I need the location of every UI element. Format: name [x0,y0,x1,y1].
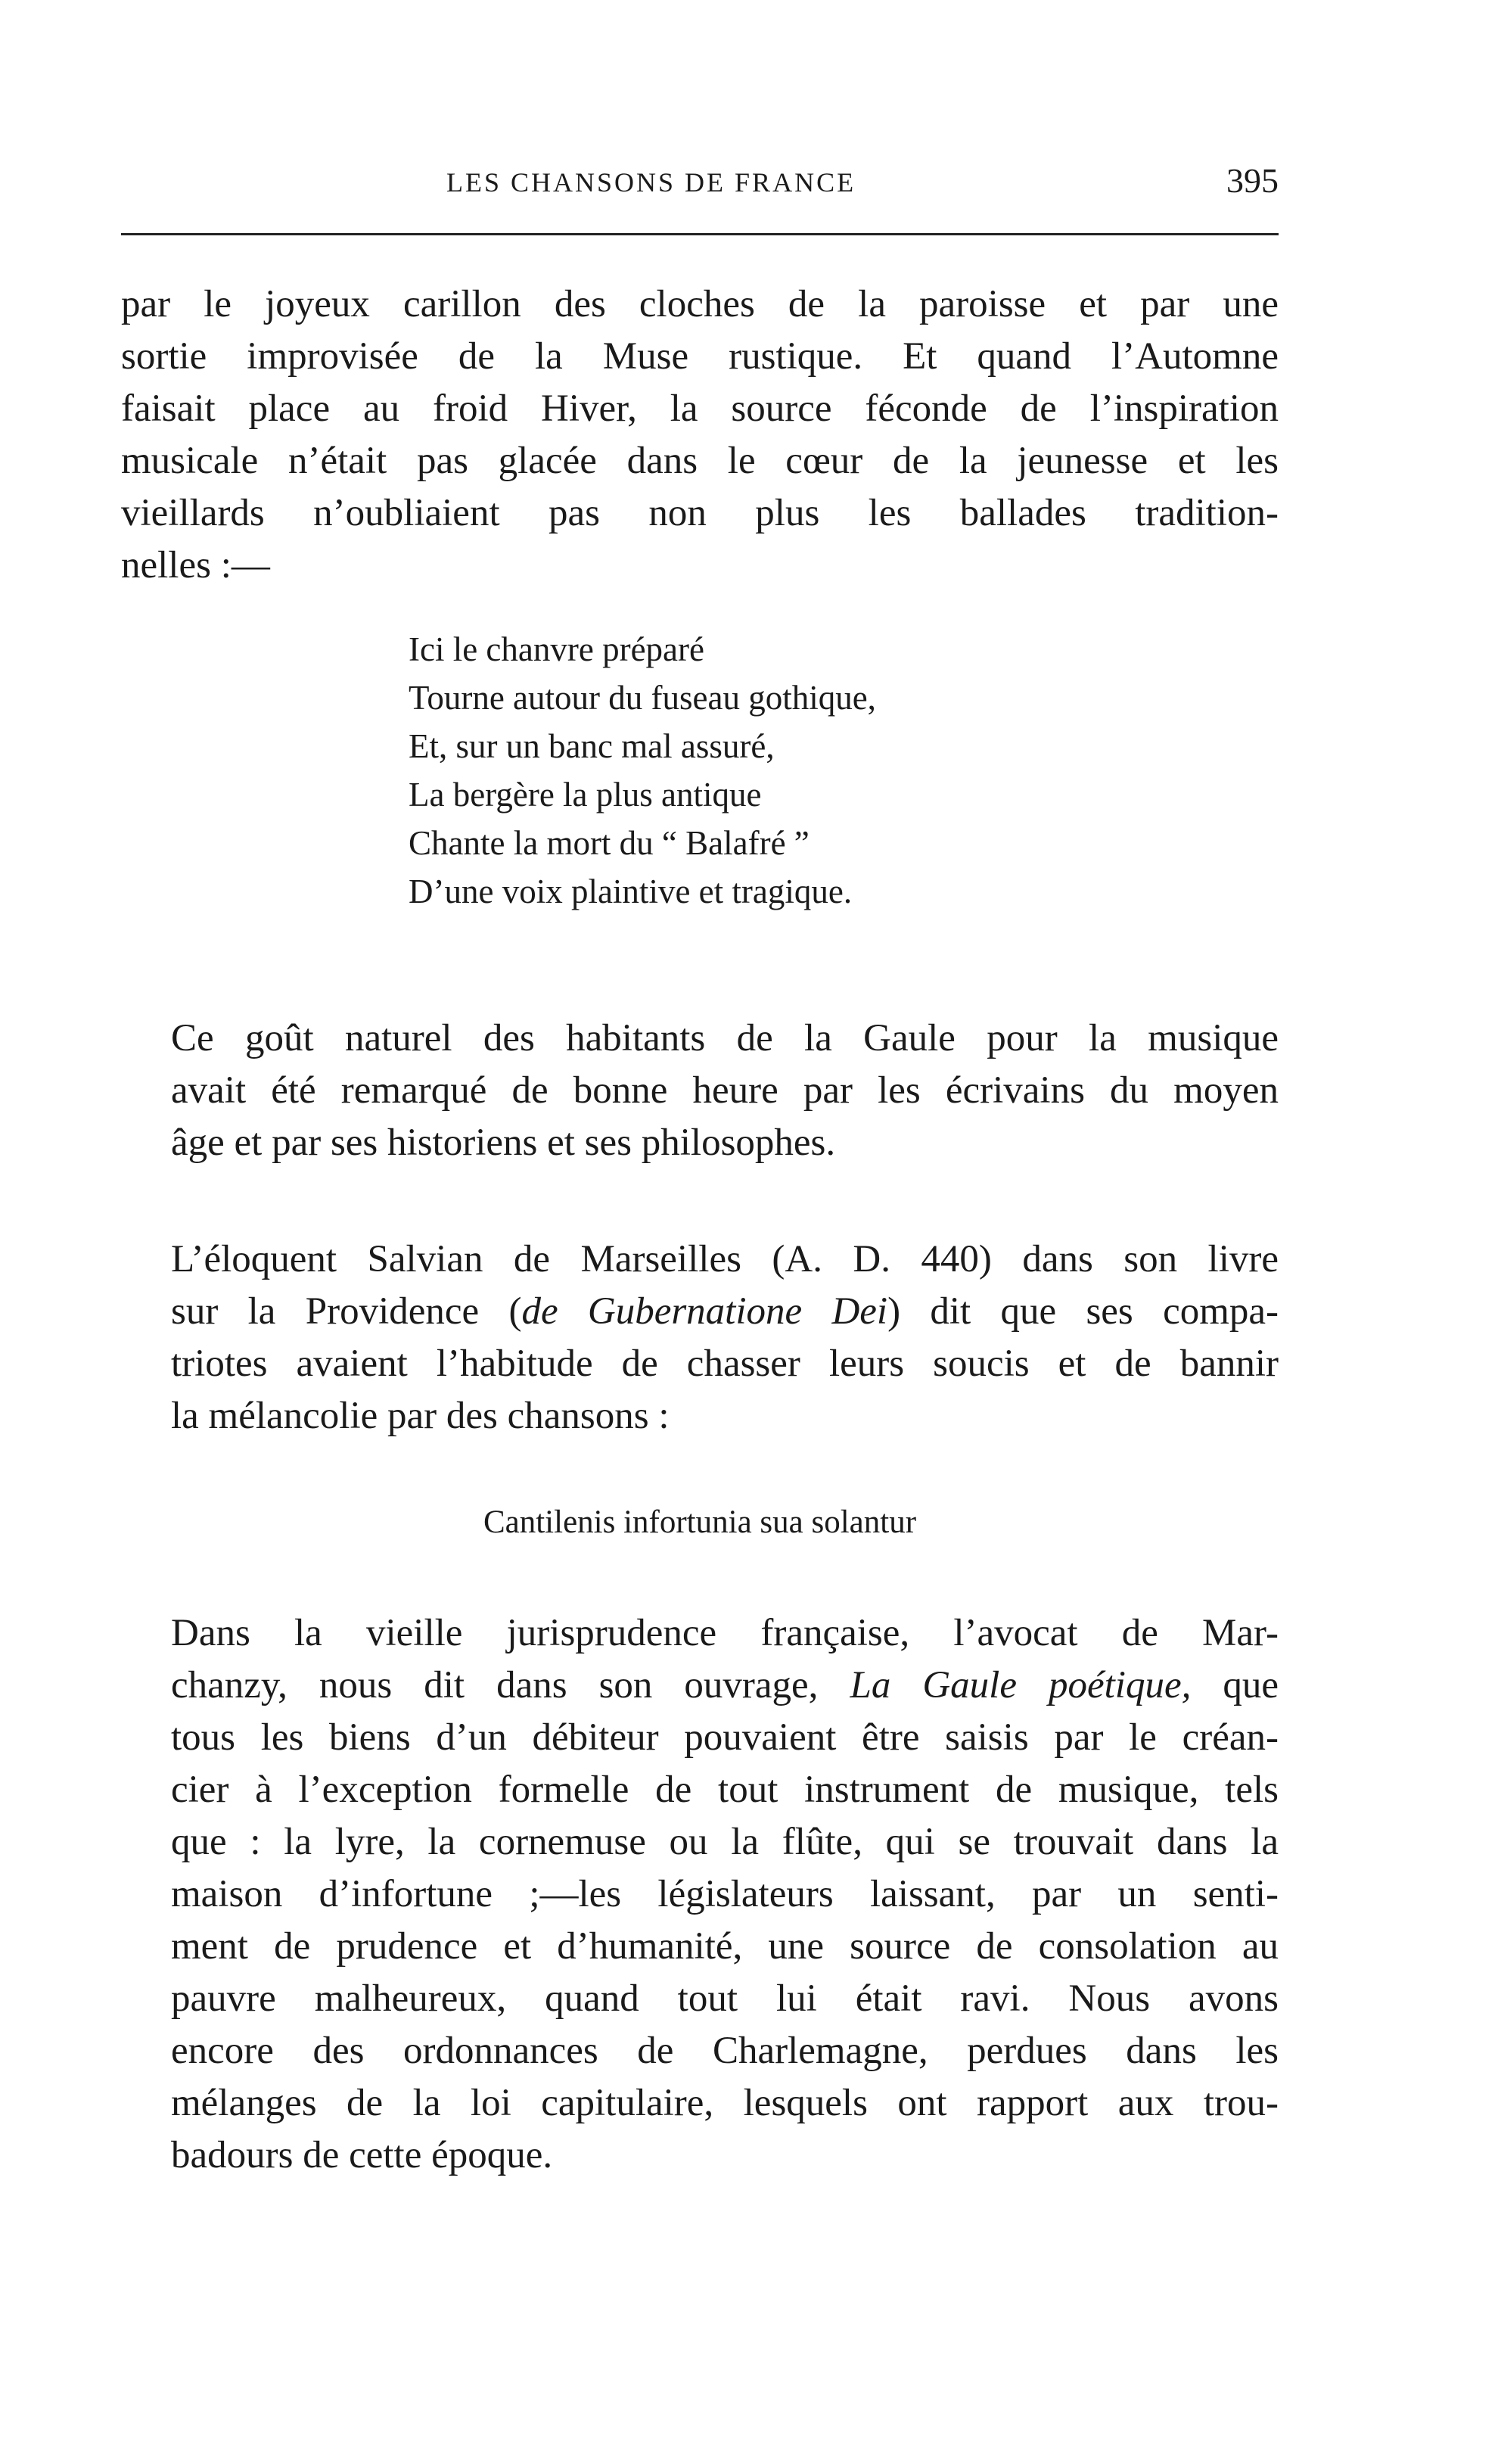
running-title: LES CHANSONS DE FRANCE [446,167,856,198]
verse-line: D’une voix plaintive et tragique. [409,873,853,910]
text-line: maison d’infortune ;—les législateurs laissant, par un senti- [171,1873,1279,1915]
text-line: ment de prudence et d’humanité, une source de consolation au [171,1925,1279,1968]
paragraph-gout-naturel [121,1013,1279,1169]
text-line: par le joyeux carillon des cloches de la paroisse et par une [121,283,1279,325]
header-rule [121,233,1279,235]
page-number: 395 [1226,161,1279,200]
text-line: que : la lyre, la cornemuse ou la flûte, qui se trouvait dans la [171,1821,1279,1863]
text-line: faisait place au froid Hiver, la source féconde de l’inspiration [121,387,1279,430]
text-line: avait été remarqué de bonne heure par les écrivains du moyen [171,1069,1279,1112]
book-title-italic: La Gaule poétique, [850,1664,1192,1706]
text-line: âge et par ses historiens et ses philosophes. [171,1122,836,1164]
text-line: sortie improvisée de la Muse rustique. Et quand l’Automne [121,335,1279,378]
text-line: mélanges de la loi capitulaire, lesquels ont rapport aux trou- [171,2082,1279,2124]
paragraph-carillon [121,278,1279,592]
running-head [121,160,1279,206]
verse-line: Tourne autour du fuseau gothique, [409,679,876,717]
verse-line: Ici le chanvre préparé [409,630,704,668]
text-line: badours de cette époque. [171,2134,553,2176]
verse-stanza [409,625,1089,916]
paragraph-jurisprudence [121,1607,1279,2182]
text-line: nelles :— [121,544,270,586]
text-line: tous les biens d’un débiteur pouvaient être saisis par le créan- [171,1716,1279,1759]
text-line: chanzy, nous dit dans son ouvrage, La Gaule poétique, que [171,1664,1279,1706]
text-line: la mélancolie par des chansons : [171,1395,670,1437]
text-line: triotes avaient l’habitude de chasser leurs soucis et de bannir [171,1342,1279,1385]
text-line: Ce goût naturel des habitants de la Gaule pour la musique [171,1017,1279,1059]
text-line: Dans la vieille jurisprudence française, l’avocat de Mar- [171,1612,1279,1654]
text-line: encore des ordonnances de Charlemagne, perdues dans les [171,2030,1279,2072]
paragraph-salvian [121,1234,1279,1442]
text-line: sur la Providence (de Gubernatione Dei) dit que ses compa- [171,1290,1279,1333]
text-line: vieillards n’oubliaient pas non plus les ballades tradition- [121,492,1279,534]
book-title-italic: de Gubernatione Dei [521,1290,888,1333]
text-line: L’éloquent Salvian de Marseilles (A. D. 440) dans son livre [171,1238,1279,1280]
text-line: musicale n’était pas glacée dans le cœur de la jeunesse et les [121,440,1279,482]
text-line: pauvre malheureux, quand tout lui était ravi. Nous avons [171,1977,1279,2020]
latin-quotation: Cantilenis infortunia sua solantur [483,1504,917,1540]
verse-line: Chante la mort du “ Balafré ” [409,824,810,862]
text-line: cier à l’exception formelle de tout instrument de musique, tels [171,1769,1279,1811]
verse-line: La bergère la plus antique [409,776,762,814]
verse-line: Et, sur un banc mal assuré, [409,727,775,765]
